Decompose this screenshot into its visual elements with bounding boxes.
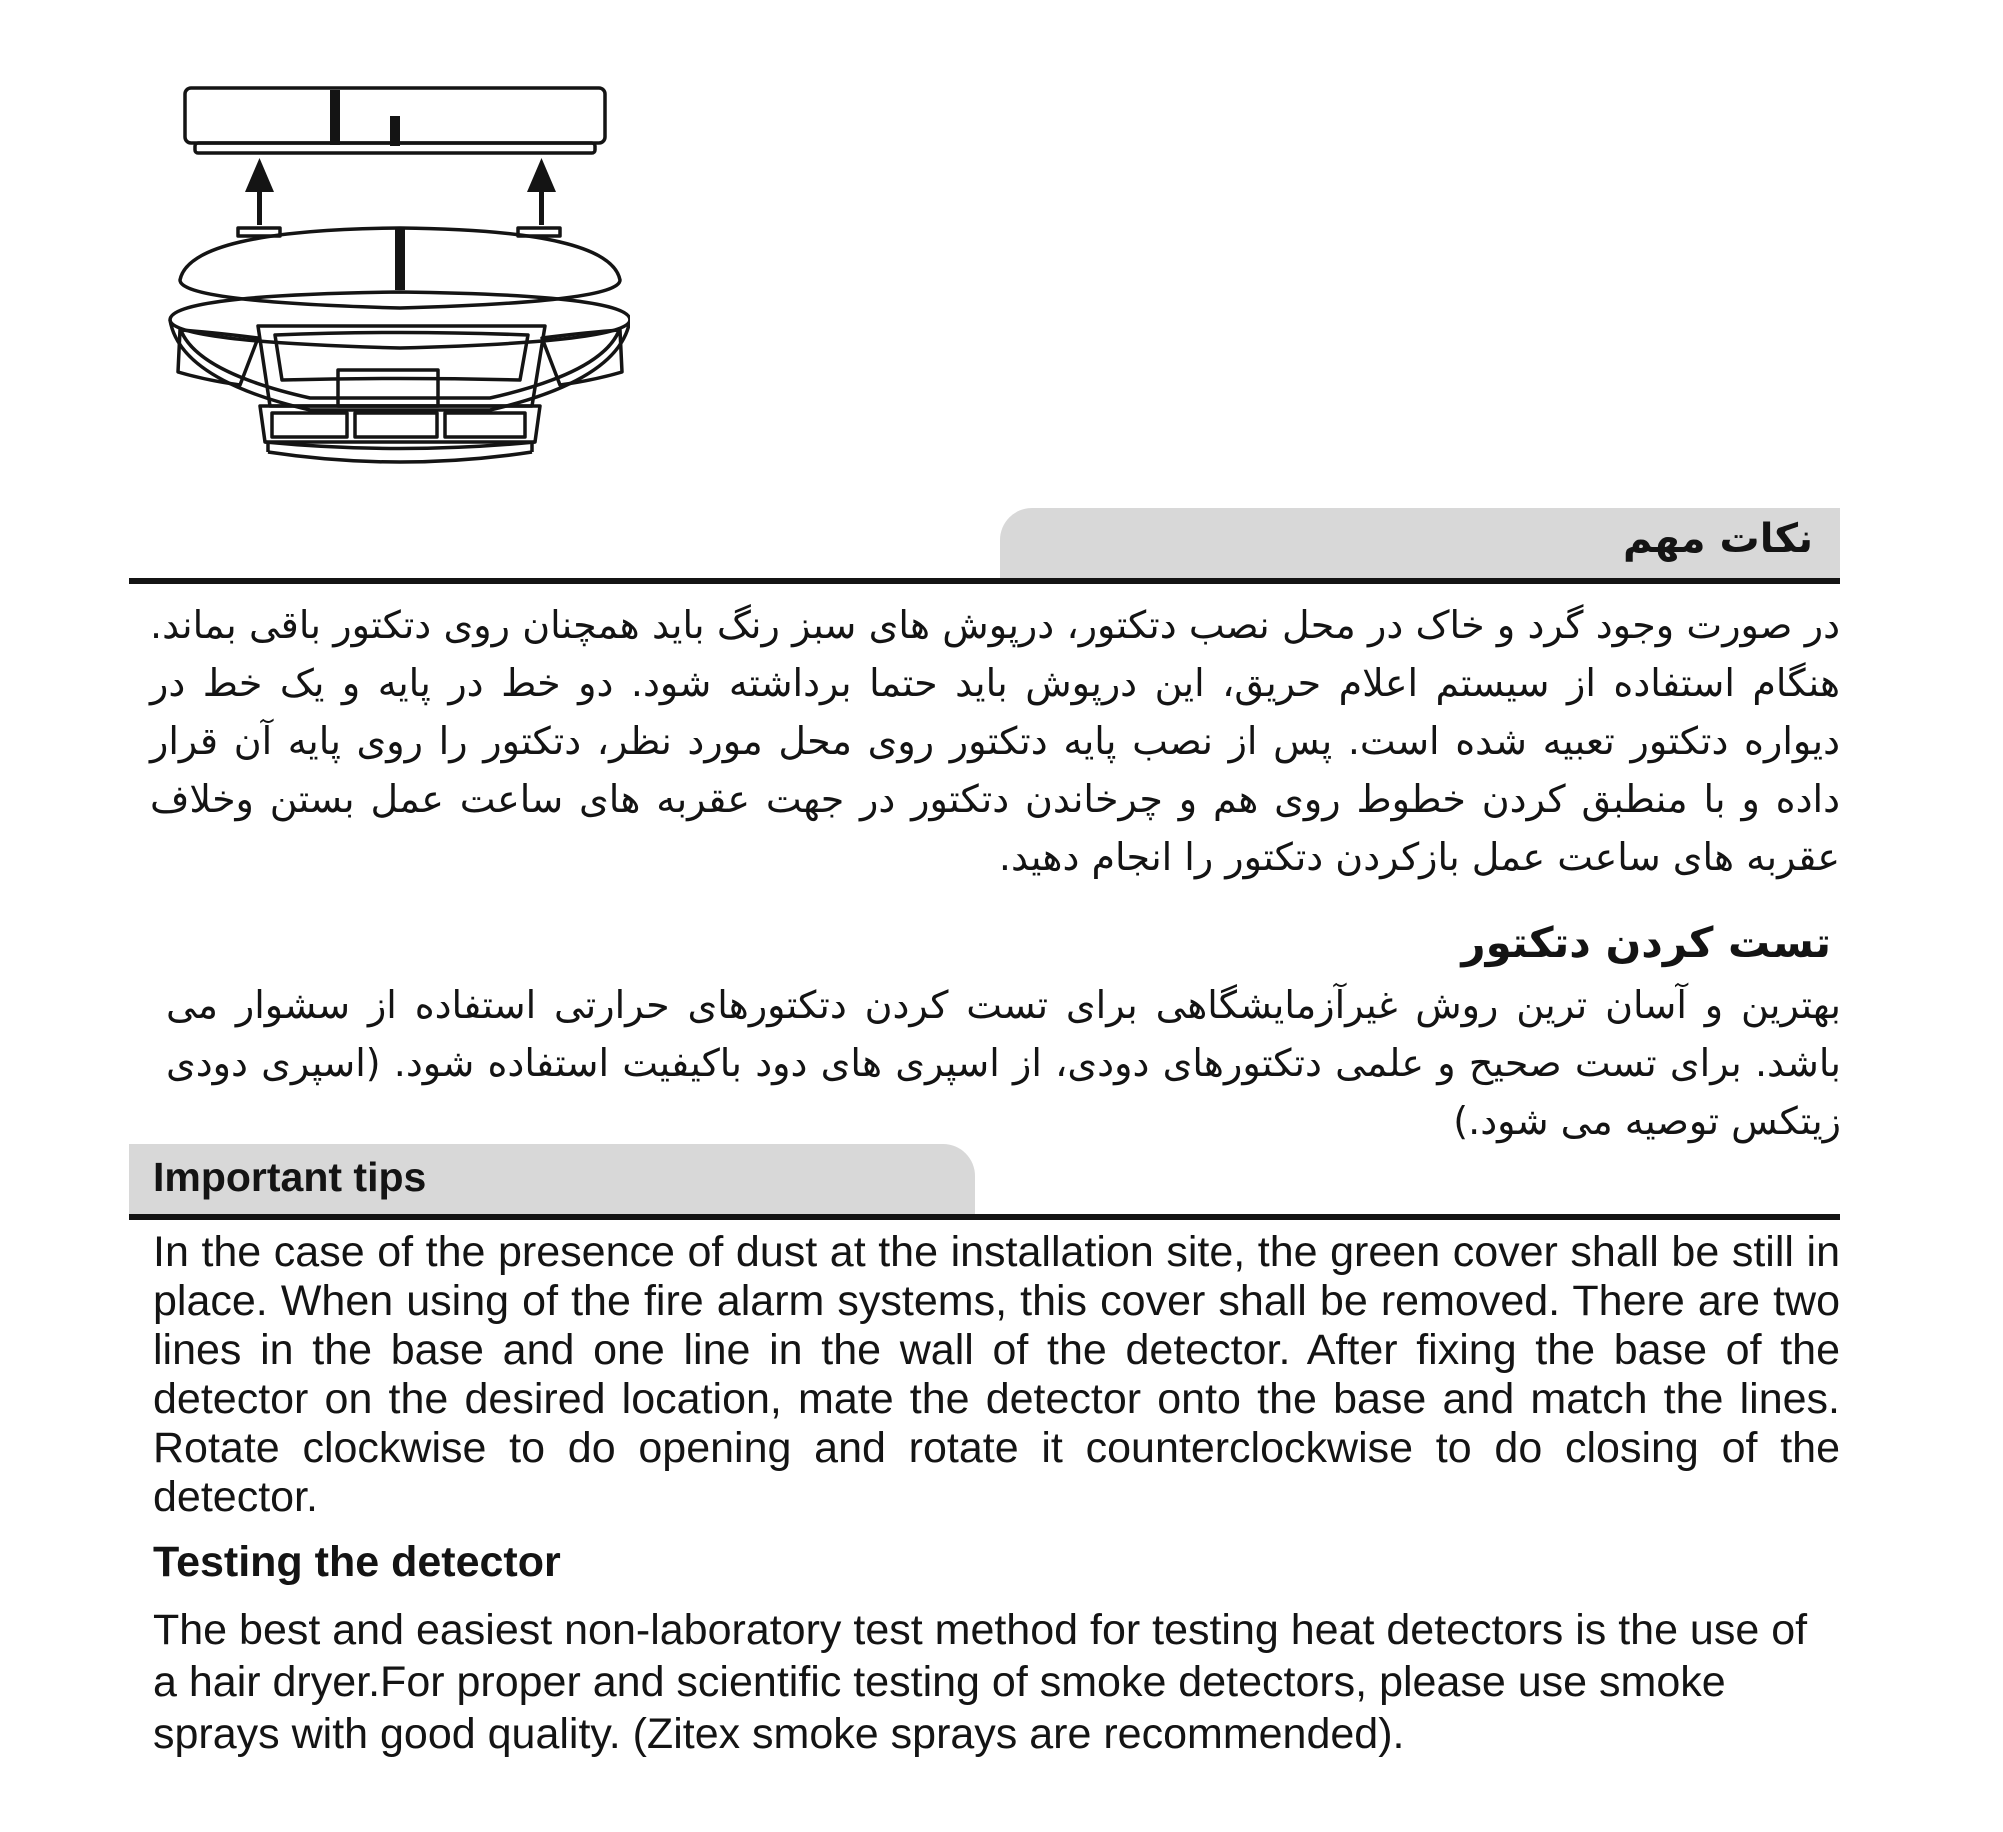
fa-installation-paragraph: در صورت وجود گرد و خاک در محل نصب دتکتور، درپوش های سبز رنگ باید همچنان روی دتکتور باقی بماند. هنگام استفاده از سیستم اعلام حریق، این درپوش باید حتما برداشته شود. دو خط در پایه و یک خط در دیواره دتکتور تعبیه شده است. پس از نصب پایه دتکتور روی محل مورد نظر، دتکتور را روی پایه آن قرار داده و با منطبق کردن خطوط روی هم و چرخاندن دتکتور در جهت عقربه های ساعت عمل بستن وخلاف عقربه های ساعت عمل بازکردن دتکتور را انجام دهید.	[150, 603, 1840, 879]
en-testing-subheading: Testing the detector	[153, 1538, 561, 1586]
en-testing-paragraph: The best and easiest non-laboratory test method for testing heat detectors is the use of a hair dryer.For proper and scientific testing of smoke detectors, please use smoke sprays with good quality. (Zitex smoke sprays are recommended).	[153, 1606, 1808, 1758]
en-installation-paragraph: In the case of the presence of dust at the installation site, the green cover shall be still in place. When using of the fire alarm systems, this cover shall be removed. There are two lines in the base and one line in the wall of the detector. After fixing the base of the detector on the desired location, mate the detector onto the base and match the lines. Rotate clockwise to do opening and rotate it counterclockwise to do closing of the detector.	[153, 1228, 1840, 1521]
fa-testing-paragraph: بهترین و آسان ترین روش غیرآزمایشگاهی برای تست کردن دتکتورهای حرارتی استفاده از سشوار می باشد. برای تست صحیح و علمی دتکتورهای دودی، از اسپری های دود باکیفیت استفاده شود. (اسپری دودی زیتکس توصیه می شود.)	[166, 983, 1841, 1143]
smoke-detector-mounting-diagram-icon	[150, 80, 630, 490]
en-section-heading: Important tips	[153, 1154, 427, 1200]
fa-testing-subheading: تست کردن دتکتور	[1461, 918, 1831, 967]
en-heading-rule	[129, 1214, 1840, 1220]
fa-section-heading: نکات مهم	[1623, 516, 1813, 562]
fa-heading-rule	[129, 578, 1840, 584]
